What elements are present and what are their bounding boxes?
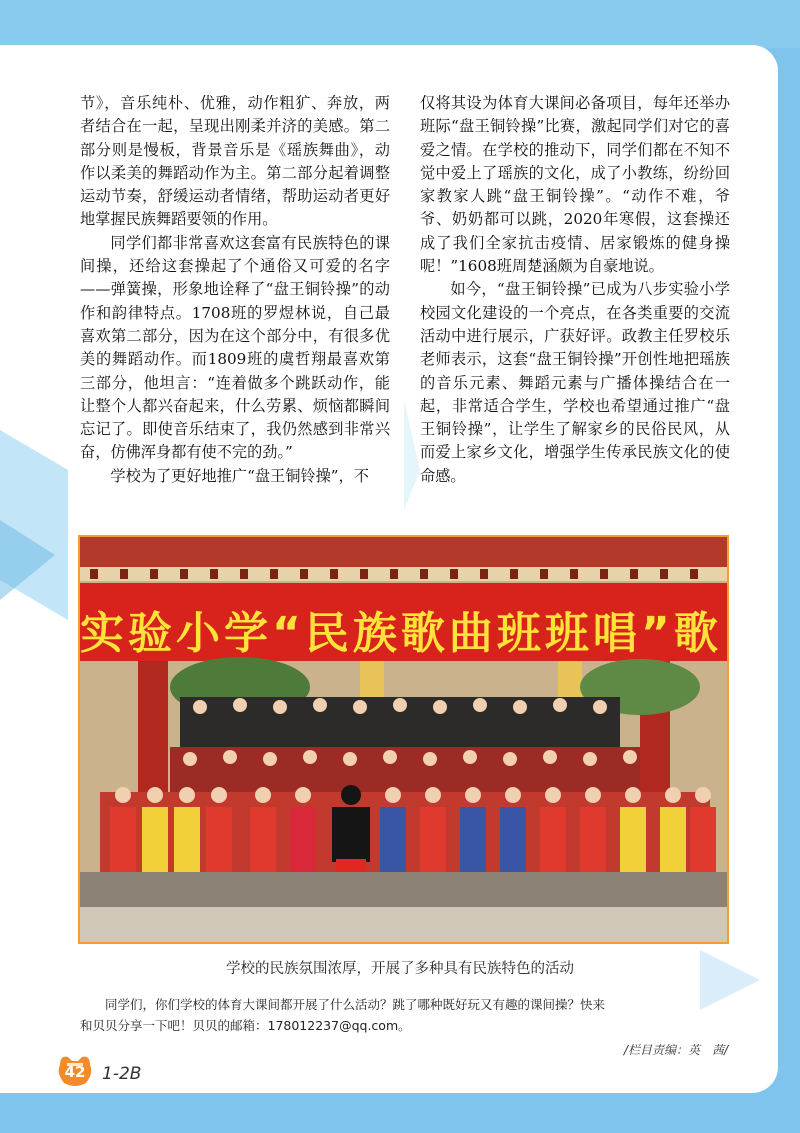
performance-photo (78, 535, 729, 944)
note-line: 和贝贝分享一下吧！贝贝的邮箱：178012237@qq.com。 (80, 1018, 411, 1033)
paragraph: 如今，“盘王铜铃操”已成为八步实验小学校园文化建设的一个亮点，在各类重要的交流活动中进行展示，广获好评。政教主任罗校乐老师表示，这套“盘王铜铃操”开创性地把瑶族的音乐元素、舞蹈元素与广播体操结合在一起，非常适合学生，学校也希望通过推广“盘王铜铃操”，让学生了解家乡的民俗民风，从而爱上家乡文化，增强学生传承民族文化的使命感。 (420, 280, 730, 485)
note-line: 同学们，你们学校的体育大课间都开展了什么活动？跳了哪种既好玩又有趣的课间操？快来 (105, 997, 606, 1012)
paragraph: 学校为了更好地推广“盘王铜铃操”，不 (110, 466, 369, 485)
photo-caption: 学校的民族氛围浓厚，开展了多种具有民族特色的活动 (226, 961, 574, 977)
page-number: 42 (64, 1063, 86, 1081)
article-left-column (80, 92, 390, 488)
column-editor-credit: /栏目责编：英 茜/ (623, 1043, 728, 1057)
paragraph: 仅将其设为体育大课间必备项目，每年还举办班际“盘王铜铃操”比赛，激起同学们对它的喜爱之情。在学校的推动下，同学们都在不知不觉中爱上了瑶族的文化，成了小教练，纷纷回家教家人跳“盘王铜铃操”。“动作不难，爷爷、奶奶都可以跳，2020年寒假，这套操还成了我们全家抗击疫情、居家锻炼的健身操呢！”1608班周楚涵颇为自豪地说。 (420, 94, 730, 276)
paragraph: 节》，音乐纯朴、优雅，动作粗犷、奔放，两者结合在一起，呈现出刚柔并济的美感。第二部分则是慢板，背景音乐是《瑶族舞曲》，动作以柔美的舞蹈动作为主。第二部分起着调整运动节奏，舒缓运动者情绪，帮助运动者更好地掌握民族舞蹈要领的作用。 (80, 94, 390, 229)
paragraph: 同学们都非常喜欢这套富有民族特色的课间操，还给这套操起了个通俗又可爱的名字——弹簧操，形象地诠释了“盘王铜铃操”的动作和韵律特点。1708班的罗煜林说，自己最喜欢第二部分，因为在这个部分中，有很多优美的舞蹈动作。而1809班的虞哲翔最喜欢第三部分，他坦言：“连着做多个跳跃动作，能让整个人都兴奋起来，什么劳累、烦恼都瞬间忘记了。即使音乐结束了，我仍然感到非常兴奋，仿佛浑身都有使不完的劲。” (80, 233, 390, 462)
banner-text: 实验小学“民族歌曲班班唱”歌 (80, 608, 722, 659)
article-right-column (420, 92, 730, 488)
issue-label: 1-2B (102, 1064, 142, 1084)
reader-note (80, 994, 700, 1036)
